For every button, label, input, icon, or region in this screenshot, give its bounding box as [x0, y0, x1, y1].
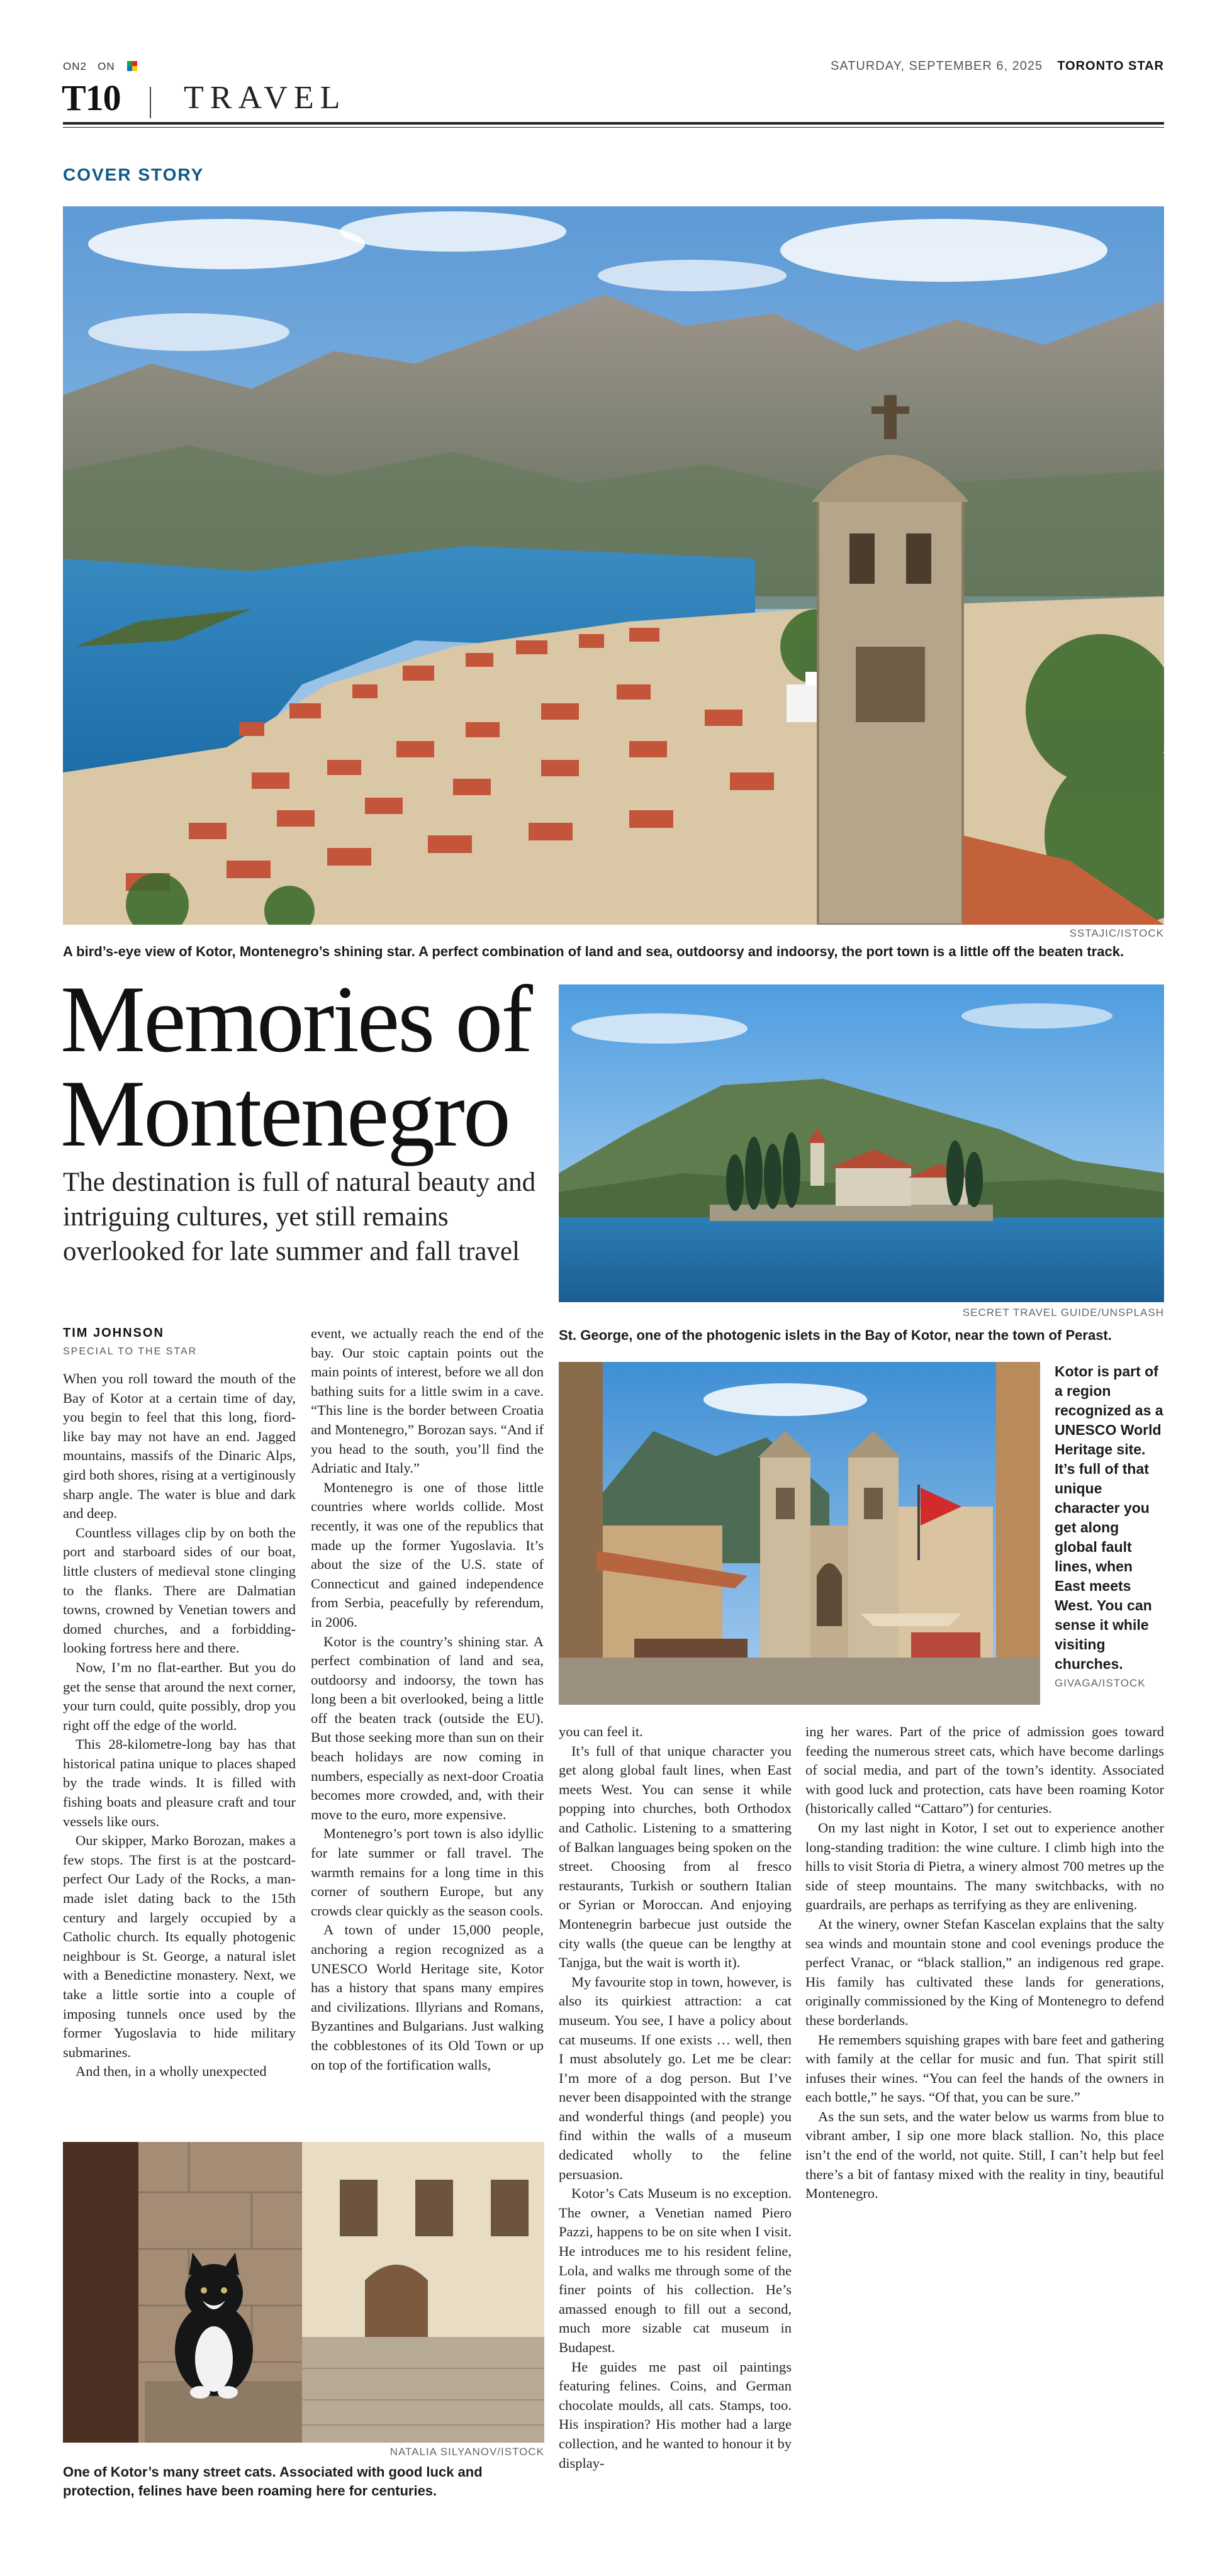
article-column-4: [805, 1722, 1164, 2513]
header-rule-thin: [63, 127, 1164, 128]
paragraph: ing her wares. Part of the price of admission goes toward feeding the numerous street cats, which have become darlings of social media, and part of the town’s identity. Associated with good luck and protection, cats have been roaming Kotor (historically called “Cattaro”) for centuries.: [805, 1724, 1164, 1817]
hero-photo-credit: SSTAJIC/ISTOCK: [1069, 927, 1164, 939]
paragraph: He remembers squishing grapes with bare feet and gathering with family at the cellar for music and fun. That spirit still infuses their wines. “You can feel the hands of the owners in each bottle,” he says. “Of that, you can be sure.”: [805, 2031, 1164, 2105]
dateline: [831, 59, 1164, 74]
paragraph: Countless villages clip by on both the port and starboard sides of our boat, little clusters of medieval stone clinging to the flanks. There are Dalmatian towns, crowned by Venetian towers and domed churches, and a forbidding-looking fortress here and there.: [63, 1524, 296, 1656]
paragraph: My favourite stop in town, however, is also its quirkiest attraction: a cat museum. You see, I have a policy about cat museums. If one exists … well, then I must absolutely go. Let me be clear: I’m more of a dog person. But I’ve never been disappointed with the strange and wonderful things (and people) you find within the walls of a museum dedicated wholly to the feline persuasion.: [559, 1973, 792, 2182]
headline-line-1: Memories of: [60, 966, 531, 1072]
issue-date: SATURDAY, SEPTEMBER 6, 2025: [830, 59, 1043, 73]
square-photo-caption: Kotor is part of a region recognized as a UNESCO World Heritage site. It’s full of that unique character you get along global fault lines, when East meets West. You can sense it while visiting churches.: [1055, 1363, 1163, 1672]
islet-photo-credit: SECRET TRAVEL GUIDE/UNSPLASH: [962, 1307, 1164, 1319]
paragraph: It’s full of that unique character you get along global fault lines, when East meets West. You can sense it while popping into churches, both Orthodox and Catholic. Listening to a smattering of Balkan languages being spoken on the street. Choosing from al fresco restaurants, Turkish or southern Italian or Syrian or Moroccan. And enjoying Montenegrin barbecue just outside the city walls (the queue can be lengthy at Tanjga, but the wait is worth it).: [559, 1742, 792, 1971]
cat-photo-caption: One of Kotor’s many street cats. Associated with good luck and protection, felines have been roaming here for centuries.: [63, 2464, 483, 2499]
byline-name: TIM JOHNSON: [63, 1326, 164, 1340]
street-cat-photo: [63, 2142, 544, 2443]
paragraph: He guides me past oil paintings featuring felines. Coins, and German chocolate moulds, all cats. Stamps, too. His inspiration? His mother had a large collection, and he wanted to honour it by display-: [559, 2358, 792, 2471]
paragraph: At the winery, owner Stefan Kascelan explains that the salty sea winds and mountain stone and cool evenings produce the perfect Vranac, or “black stallion,” an indigenous red grape. His family has cultivated these lands for generations, originally commissioned by the King of Montenegro to defend these borderlands.: [805, 1915, 1164, 2028]
headline-line-2: Montenegro: [60, 1061, 509, 1166]
article-column-2: [311, 1324, 544, 2115]
paragraph: event, we actually reach the end of the bay. Our stoic captain points out the main points of interest, before we all don bathing suits for a little swim in a cave. “This line is the border between Croatia and Montenegro,” Borozan says. “And if you head to the south, you’ll find the Adriatic and Italy.”: [311, 1325, 544, 1476]
newspaper-name: TORONTO STAR: [1057, 59, 1164, 73]
old-town-square-photo: [559, 1362, 1040, 1705]
islet-photo-st-george: [559, 984, 1164, 1302]
hero-photo-caption: A bird’s-eye view of Kotor, Montenegro’s shining star. A perfect combination of land and sea, outdoorsy and indoorsy, the port town is a little off the beaten track.: [63, 944, 1124, 959]
square-photo-credit: GIVAGA/ISTOCK: [1055, 1677, 1146, 1689]
paragraph: Now, I’m no flat-earther. But you do get the sense that around the next corner, your turn could, quite possibly, drop you right off the edge of the world.: [63, 1659, 296, 1733]
headline: [60, 966, 576, 1166]
paragraph: Kotor is the country’s shining star. A perfect combination of land and sea, outdoorsy and indoorsy, the town has long been a bit overlooked, being a little off the beaten track (outside the EU). But those seeking more than sun on their beach holidays are now coming in numbers, especially as next-door Croatia becomes more crowded, and, with their move to the euro, more expensive.: [311, 1633, 544, 1822]
islet-photo-caption: St. George, one of the photogenic islets in the Bay of Kotor, near the town of Perast.: [559, 1327, 1112, 1343]
page-number: T10: [62, 77, 121, 118]
hero-photo-kotor-bay: [63, 206, 1164, 925]
kicker-label: COVER STORY: [63, 165, 204, 184]
paragraph: Kotor’s Cats Museum is no exception. The owner, a Venetian named Piero Pazzi, happens to be on site when I visit. He introduces me to his resident feline, Lola, and walks me through some of the finer points of his collection. He’s amassed enough to fill out a second, much more sizable cat museum in Budapest.: [559, 2185, 792, 2355]
paragraph: Montenegro is one of those little countries where worlds collide. Most recently, it was one of the republics that made up the former Yugoslavia. It’s about the size of the U.S. state of Connecticut and gained independence from Serbia, peacefully by referendum, in 2006.: [311, 1479, 544, 1630]
color-registration-mark-icon: [127, 61, 137, 71]
section-title: TRAVEL: [184, 80, 347, 116]
deck: The destination is full of natural beauty and intriguing cultures, yet still remains overlooked for late summer and fall travel: [63, 1168, 536, 1266]
paragraph: Montenegro’s port town is also idyllic for late summer or fall travel. The warmth remains for a long time in this corner of southern Europe, but any crowds clear quickly as the season cools.: [311, 1826, 544, 1919]
paragraph: On my last night in Kotor, I set out to experience another long-standing tradition: the wine culture. I climb high into the hills to visit Storia di Pietra, a winery almost 700 metres up the side of steep mountains. The many switchbacks, with no guardrails, are perhaps as terrifying as they are enlivening.: [805, 1819, 1164, 1913]
paragraph: This 28-kilometre-long bay has that historical patina unique to places shaped by the trade winds. It is filled with fishing boats and pleasure craft and tour vessels like ours.: [63, 1736, 296, 1829]
header-rule: [63, 122, 1164, 125]
cat-photo-credit: NATALIA SILYANOV/ISTOCK: [389, 2446, 544, 2458]
paragraph: Our skipper, Marko Borozan, makes a few stops. The first is at the postcard-perfect Our Lady of the Rocks, a man-made islet dating back to the 15th century and largely occupied by a Catholic church. Its equally photogenic neighbour is St. George, a natural islet with a Benedictine monastery. Next, we take a little sortie into a couple of imposing tunnels once used by the former Yugoslavia to hide military submarines.: [63, 1832, 296, 2060]
header-divider: [150, 87, 151, 118]
article-column-3: [559, 1722, 792, 2513]
paragraph: you can feel it.: [559, 1724, 643, 1739]
paragraph: A town of under 15,000 people, anchoring a region recognized as a UNESCO World Heritage site, Kotor has a history that spans many empires and civilizations. Illyrians and Romans, Byzantines and Bulgarians. Just walking the cobblestones of its Old Town or up on top of the fortification walls,: [311, 1922, 544, 2073]
edition-label: ON2 ON: [63, 60, 137, 73]
byline-role: SPECIAL TO THE STAR: [63, 1346, 198, 1357]
article-column-1: [63, 1369, 296, 2115]
paragraph: When you roll toward the mouth of the Bay of Kotor at a certain time of day, you begin to feel that this long, fiord-like bay may not have an end. Jagged mountains, massifs of the Dinaric Alps, gird both shores, rising at a vertiginously sharp angle. The water is blue and dark and deep.: [63, 1371, 296, 1522]
paragraph: And then, in a wholly unexpected: [76, 2063, 267, 2080]
paragraph: As the sun sets, and the water below us warms from blue to vibrant amber, I sip one more black stallion. No, this place isn’t the end of the world, not quite. Still, I can’t help but feel there’s a bit of fantasy mixed with the reality in tiny, beautiful Montenegro.: [805, 2108, 1164, 2202]
